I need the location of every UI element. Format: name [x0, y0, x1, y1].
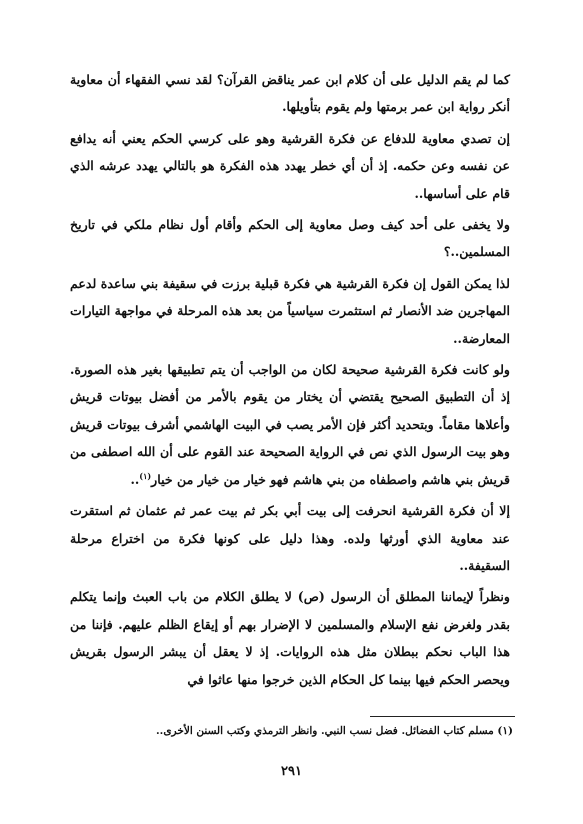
- paragraph-1-text: كما لم يقم الدليل على أن كلام ابن عمر يناقض القرآن؟ لقد نسي الفقهاء أن معاوية أنكر رواية ابن عمر برمتها ولم يقوم بتأويلها.: [70, 72, 510, 115]
- footnote-divider: [370, 716, 515, 717]
- main-text: [70, 66, 510, 697]
- paragraph-2-text: إن تصدي معاوية للدفاع عن فكرة القرشية وهو على كرسي الحكم يعني أنه يدافع عن نفسه وعن حكمه. إذ أن أي خطر يهدد هذه الفكرة هو بالتالي يهدد عرشه الذي قام على أساسها..: [70, 130, 510, 201]
- paragraph-7: [70, 583, 510, 693]
- footnote-marker[interactable]: (١): [139, 470, 152, 481]
- paragraph-3-text: ولا يخفى على أحد كيف وصل معاوية إلى الحكم وأقام أول نظام ملكي في تاريخ المسلمين..؟: [70, 217, 510, 260]
- paragraph-7-text: ونظراً لإيماننا المطلق أن الرسول (ص) لا يطلق الكلام من باب العبث وإنما يتكلم بقدر ولغرض نفع الإسلام والمسلمين لا الإضرار بهم أو إيقاع الظلم عليهم. فإننا من هذا الباب نحكم ببطلان مثل هذه الروايات. إذ لا يعقل أن يبشر الرسول بقريش ويحصر الحكم فيها بينما كل الحكام الذين خرجوا منها عاثوا في: [70, 589, 510, 687]
- paragraph-5-tail: ..: [130, 471, 140, 487]
- paragraph-5-body: ولو كانت فكرة القرشية صحيحة لكان من الواجب أن يتم تطبيقها بغير هذه الصورة. إذ أن التطبيق الصحيح يقتضي أن يختار من يقوم بالأمر من أفضل بيوتات قريش وأعلاها مقاماً. وبتحديد أكثر فإن الأمر يصب في البيت الهاشمي أشرف بيوتات قريش وهو بيت الرسول الذي نص في الرواية الصحيحة عند القوم على أن الله اصطفى من قريش بني هاشم واصطفاه من بني هاشم فهو خيار من خيار من خيار: [70, 362, 510, 487]
- paragraph-3: [70, 211, 510, 266]
- paragraph-5: [70, 356, 510, 493]
- paragraph-4-text: لذا يمكن القول إن فكرة القرشية هي فكرة قبلية برزت في سقيفة بني ساعدة لدعم المهاجرين ضد الأنصار ثم استثمرت سياسياً من بعد هذه المرحلة في مواجهة التيارات المعارضة..: [70, 275, 510, 346]
- paragraph-4: [70, 270, 510, 352]
- paragraph-1: [70, 66, 510, 121]
- paragraph-6: [70, 497, 510, 579]
- footnote: (١) مسلم كتاب الفضائل. فضل نسب النبي. وانظر الترمذي وكتب السنن الأخرى..: [156, 725, 513, 737]
- paragraph-5-text: [70, 356, 510, 493]
- paragraph-2: [70, 125, 510, 207]
- paragraph-6-text: إلا أن فكرة القرشية انحرفت إلى بيت أبي بكر ثم بيت عمر ثم عثمان ثم استقرت عند معاوية الذي أورثها ولده. وهذا دليل على كونها فكرة من اختراع مرحلة السقيفة..: [70, 503, 510, 573]
- page-number: ٢٩١: [281, 764, 302, 779]
